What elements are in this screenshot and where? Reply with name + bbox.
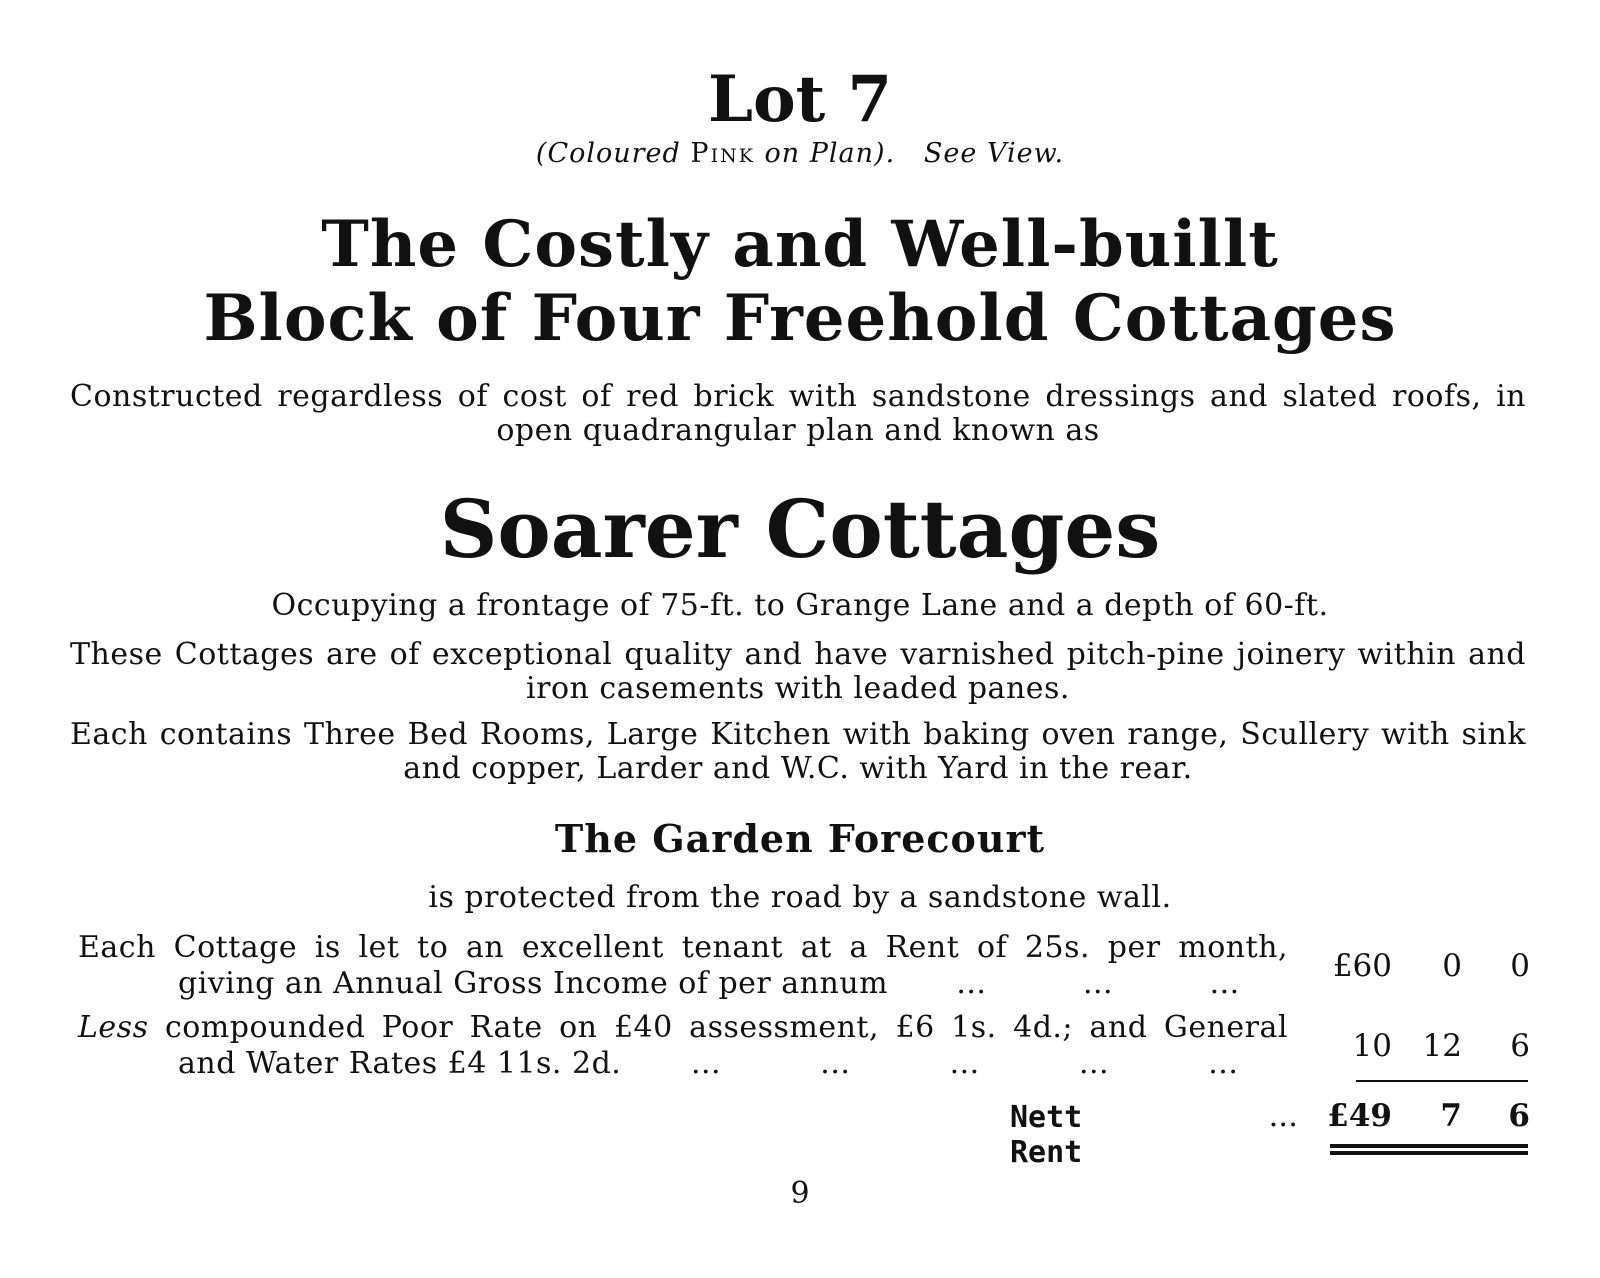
frontage-paragraph: Occupying a frontage of 75-ft. to Grange Lane and a depth of 60-ft.: [271, 588, 1329, 623]
income-line-1: Each Cottage is let to an excellent tenant at a Rent of 25s. per month,: [78, 930, 1288, 965]
rates-line-2-text: and Water Rates £4 11s. 2d.: [178, 1046, 622, 1081]
property-name: Soarer Cottages: [439, 482, 1161, 576]
total-rule-top: [1330, 1144, 1528, 1148]
income-pence: 0: [1510, 948, 1530, 984]
rooms-paragraph: Each contains Three Bed Rooms, Large Kitchen with baking oven range, Scullery with sink and copper, Larder and W.C. with Yard in the rear.: [70, 717, 1526, 786]
leader-dots: ... ... ...: [956, 966, 1240, 1001]
nett-pence: 6: [1508, 1098, 1530, 1134]
rates-entry: [78, 1010, 1288, 1082]
income-entry: [78, 930, 1288, 1002]
total-rule-bottom: [1330, 1151, 1528, 1155]
nett-leader-dots: ...: [1268, 1098, 1298, 1134]
nett-pounds: £49: [1327, 1098, 1392, 1134]
garden-heading: The Garden Forecourt: [554, 816, 1046, 861]
subtitle-see-view: See View.: [923, 138, 1065, 169]
construction-paragraph: Constructed regardless of cost of red brick with sandstone dressings and slated roofs, in open quadrangular plan and known as: [70, 379, 1526, 448]
subtotal-rule: [1356, 1080, 1528, 1082]
rates-line-1: Less compounded Poor Rate on £40 assessment, £6 1s. 4d.; and General: [78, 1010, 1288, 1045]
subtitle-on-plan: on Plan).: [764, 138, 896, 169]
page-number: 9: [790, 1176, 810, 1211]
less-word: Less: [78, 1010, 149, 1045]
title-line-2: Block of Four Freehold Cottages: [203, 281, 1397, 356]
rates-line-2: [78, 1046, 1288, 1082]
rates-pence: 6: [1510, 1028, 1530, 1064]
nett-shillings: 7: [1440, 1098, 1462, 1134]
lot-subtitle: [0, 138, 1600, 169]
income-shillings: 0: [1442, 948, 1462, 984]
rates-pounds: 10: [1352, 1028, 1392, 1064]
quality-paragraph: These Cottages are of exceptional quality and have varnished pitch-pine joinery within and iron casements with leaded panes.: [70, 637, 1526, 706]
title-line-1: The Costly and Well-buillt: [321, 207, 1279, 282]
main-title: [0, 208, 1600, 356]
income-line-2: [78, 966, 1288, 1002]
lot-heading: Lot 7: [707, 62, 893, 137]
subtitle-coloured: (Coloured: [535, 138, 681, 169]
nett-rent-label: Nett Rent: [1010, 1100, 1083, 1170]
rates-shillings: 12: [1422, 1028, 1462, 1064]
leader-dots: ... ... ... ... ...: [690, 1046, 1239, 1081]
garden-paragraph: is protected from the road by a sandstone wall.: [428, 880, 1172, 915]
income-pounds: £60: [1332, 948, 1392, 984]
income-line-2-text: giving an Annual Gross Income of per annum: [178, 966, 889, 1001]
subtitle-pink: Pink: [690, 138, 755, 169]
